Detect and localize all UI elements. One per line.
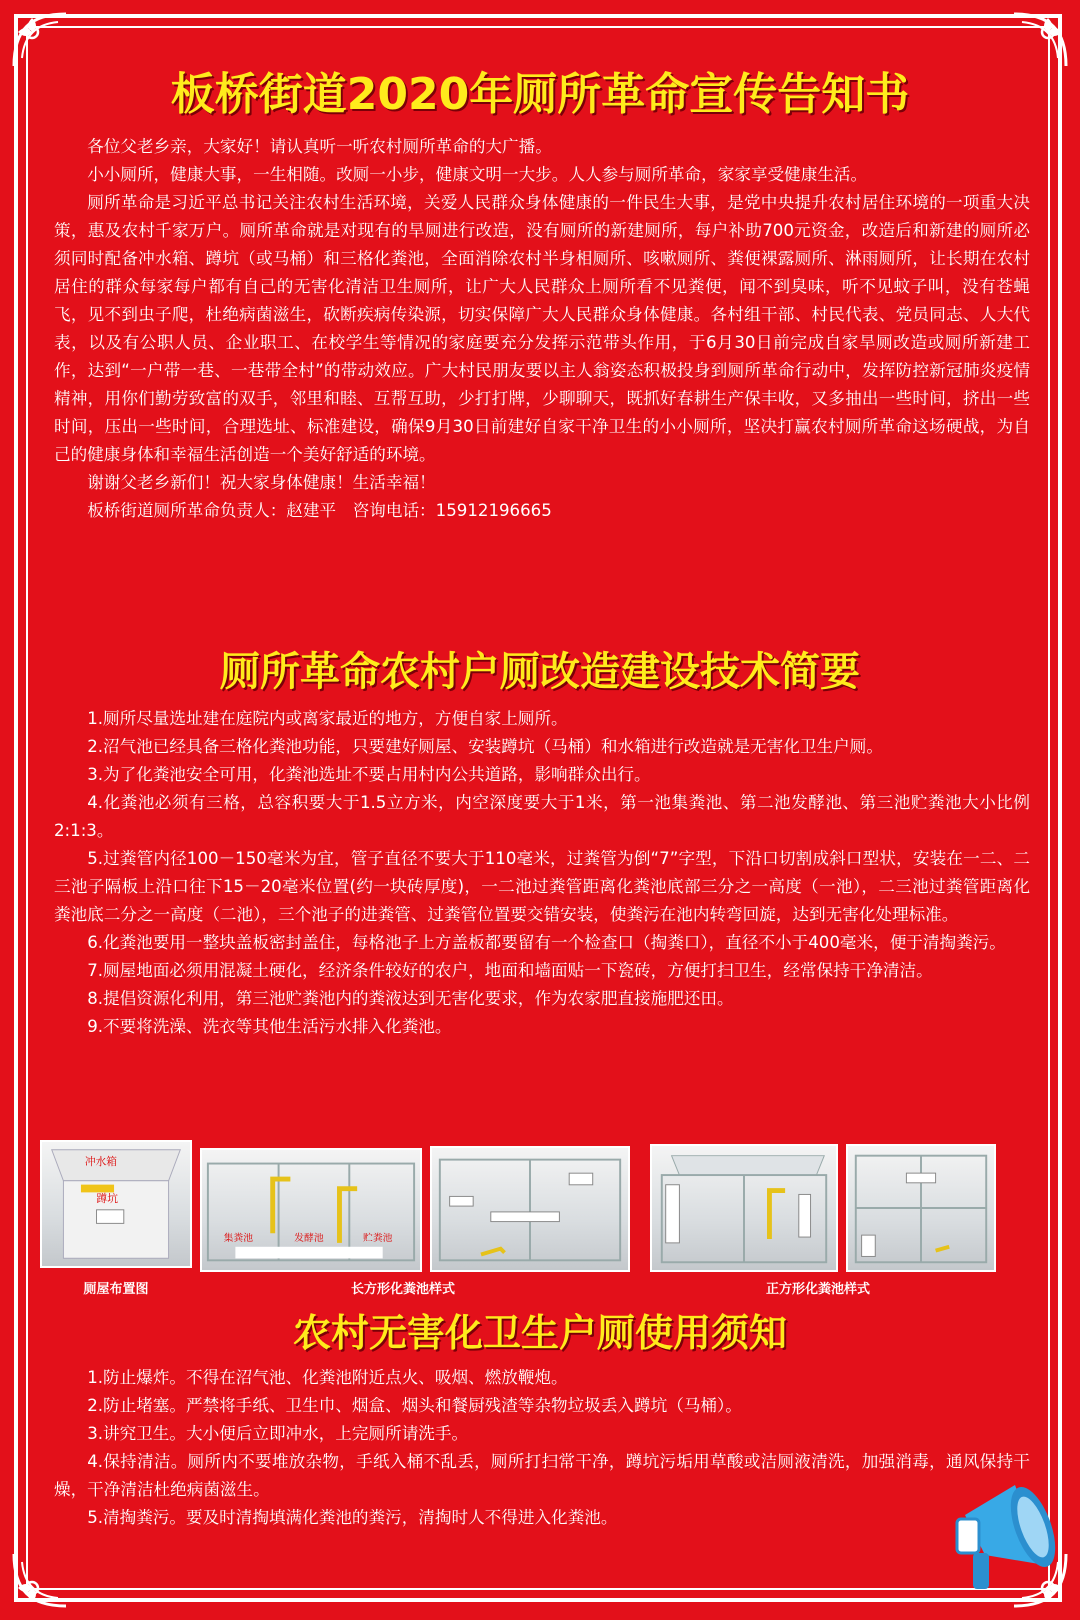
- megaphone-icon: [955, 1475, 1065, 1595]
- notice-paragraph: 各位父老乡亲，大家好！请认真听一听农村厕所革命的大广播。: [87, 137, 552, 156]
- list-item: 1.防止爆炸。不得在沼气池、化粪池附近点火、吸烟、燃放鞭炮。: [87, 1368, 568, 1387]
- list-item: 8.提倡资源化利用，第三池贮粪池内的粪液达到无害化要求，作为农家肥直接施肥还田。: [87, 989, 734, 1008]
- list-item: 4.保持清洁。厕所内不要堆放杂物，手纸入桶不乱丢，厕所打扫常干净，蹲坑污垢用草酸或洁厕液清洗，加强消毒，通风保持干燥，干净清洁杜绝病菌滋生。: [54, 1452, 1030, 1499]
- square-tank-photo: [650, 1144, 838, 1272]
- list-item: 3.为了化粪池安全可用，化粪池选址不要占用村内公共道路，影响群众出行。: [87, 765, 651, 784]
- list-item: 9.不要将洗澡、洗衣等其他生活污水排入化粪池。: [87, 1017, 452, 1036]
- list-item: 3.讲究卫生。大小便后立即冲水，上完厕所请洗手。: [87, 1424, 469, 1443]
- tank-label: 集粪池: [223, 1233, 254, 1244]
- list-item: 2.沼气池已经具备三格化粪池功能，只要建好厕屋、安装蹲坑（马桶）和水箱进行改造就是无害化卫生户厕。: [87, 737, 883, 756]
- toilet-label: 蹲坑: [96, 1192, 118, 1206]
- notice-paragraph: 小小厕所，健康大事，一生相随。改厕一小步，健康文明一大步。人人参与厕所革命，家家享受健康生活。: [87, 165, 868, 184]
- list-item: 2.防止堵塞。严禁将手纸、卫生巾、烟盒、烟头和餐厨残渣等杂物垃圾丢入蹲坑（马桶）。: [87, 1396, 742, 1415]
- contact-line: 板桥街道厕所革命负责人：赵建平 咨询电话：15912196665: [87, 501, 552, 520]
- notice-paragraph: 谢谢父老乡新们！祝大家身体健康！生活幸福！: [87, 473, 436, 492]
- rect-tank-photo: [200, 1148, 422, 1272]
- photo-strip: [38, 1138, 1038, 1298]
- list-item: 6.化粪池要用一整块盖板密封盖住，每格池子上方盖板都要留有一个检查口（掏粪口），直径不小于400毫米，便于清掏粪污。: [87, 933, 1006, 952]
- photo-caption: 正方形化粪池样式: [765, 1282, 870, 1297]
- list-item: 4.化粪池必须有三格，总容积要大于1.5立方米，内空深度要大于1米，第一池集粪池、第二池发酵池、第三池贮粪池大小比例2:1:3。: [54, 793, 1030, 840]
- list-item: 5.清掏粪污。要及时清掏填满化粪池的粪污，清掏时人不得进入化粪池。: [87, 1508, 618, 1527]
- tech-list: [54, 705, 1030, 1041]
- tank-label: 贮粪池: [363, 1233, 393, 1244]
- notice-paragraph: 厕所革命是习近平总书记关注农村生活环境，关爱人民群众身体健康的一件民生大事，是党中央提升农村居住环境的一项重大决策，惠及农村千家万户。厕所革命就是对现有的旱厕进行改造，没有厕所的新建厕所，每户补助700元资金，改造后和新建的厕所必须同时配备冲水箱、蹲坑（或马桶）和三格化粪池，全面消除农村半身相厕所、咳嗽厕所、粪便裸露厕所、淋雨厕所，让长期在农村居住的群众每家每户都有自己的无害化清洁卫生厕所，让广大人民群众上厕所看不见粪便，闻不到臭味，听不见蚊子叫，没有苍蝇飞，见不到虫子爬，杜绝病菌滋生，砍断疾病传染源，切实保障广大人民群众身体健康。各村组干部、村民代表、党员同志、人大代表，以及有公职人员、企业职工、在校学生等情况的家庭要充分发挥示范带头作用，于6月30日前完成自家旱厕改造或厕所新建工作，达到“一户带一巷、一巷带全村”的带动效应。广大村民朋友要以主人翁姿态积极投身到厕所革命行动中，发挥防控新冠肺炎疫情精神，用你们勤劳致富的双手，邻里和睦、互帮互助，少打打牌，少聊聊天，既抓好春耕生产保丰收，又多抽出一些时间，挤出一些时间，压出一些时间，合理选址、标准建设，确保9月30日前建好自家干净卫生的小小厕所，坚决打赢农村厕所革命这场硬战，为自己的健康身体和幸福生活创造一个美好舒适的环境。: [54, 193, 1030, 464]
- main-title: 板桥街道2020年厕所革命宣传告知书: [170, 69, 910, 120]
- list-item: 5.过粪管内径100－150毫米为宜，管子直径不要大于110毫米，过粪管为倒“7”字型，下沿口切割成斜口型状，安装在一二、二三池子隔板上沿口往下15－20毫米位置(约一块砖厚度)，一二池过粪管距离化粪池底部三分之一高度（一池），二三池过粪管距离化粪池底二分之一高度（二池），三个池子的进粪管、过粪管位置要交错安装，使粪污在池内转弯回旋，达到无害化处理标准。: [54, 849, 1030, 924]
- list-item: 7.厕屋地面必须用混凝土硬化，经济条件较好的农户，地面和墙面贴一下瓷砖，方便打扫卫生，经常保持干净清洁。: [87, 961, 933, 980]
- photo-caption: 长方形化粪池样式: [350, 1282, 455, 1297]
- tank-label: 发酵池: [294, 1233, 324, 1244]
- tech-title: 厕所革命农村户厕改造建设技术简要: [220, 649, 860, 695]
- usage-list: [54, 1364, 1030, 1532]
- ornament-corner-icon: [10, 1550, 70, 1610]
- photo-caption: 厕屋布置图: [83, 1282, 149, 1297]
- toilet-layout-photo: [40, 1140, 192, 1268]
- toilet-label: 冲水箱: [84, 1155, 117, 1169]
- square-tank-photo: [846, 1144, 996, 1272]
- rect-tank-photo: [430, 1146, 630, 1272]
- usage-title: 农村无害化卫生户厕使用须知: [292, 1311, 787, 1355]
- list-item: 1.厕所尽量选址建在庭院内或离家最近的地方，方便自家上厕所。: [87, 709, 568, 728]
- notice-body: [54, 133, 1030, 525]
